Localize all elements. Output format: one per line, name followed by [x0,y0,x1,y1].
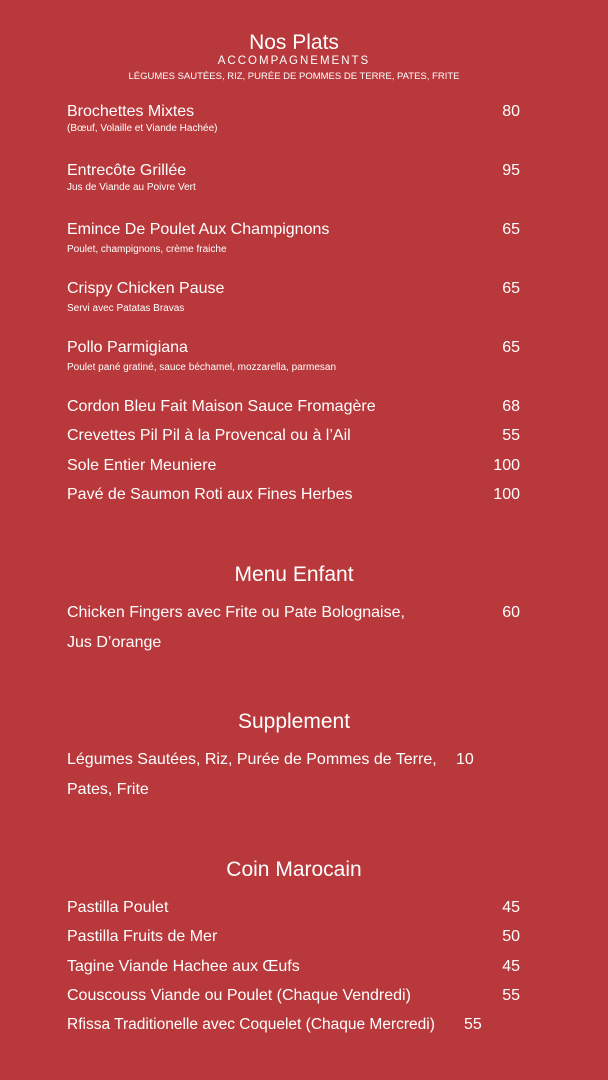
section-title-coin-marocain: Coin Marocain [226,858,362,881]
menu-item-price: 45 [502,958,520,975]
menu-item-price: 55 [502,987,520,1004]
menu-item-name: Rfissa Traditionelle avec Coquelet (Chaque Mercredi) [67,1016,435,1033]
menu-item-name: Cordon Bleu Fait Maison Sauce Fromagère [67,398,376,415]
accompaniments-list: LÉGUMES SAUTÉES, RIZ, PURÉE DE POMMES DE TERRE, PATES, FRITE [128,71,460,82]
menu-item-name: Pollo Parmigiana [67,339,188,356]
menu-item-name: Crispy Chicken Pause [67,280,225,297]
menu-item-desc: Servi avec Patatas Bravas [67,303,185,314]
menu-item-name: Brochettes Mixtes [67,103,195,120]
menu-item-price: 45 [502,899,520,916]
section-title-menu-enfant: Menu Enfant [234,563,354,586]
accompaniments-heading: ACCOMPAGNEMENTS [217,55,371,67]
menu-item-price: 55 [464,1016,482,1033]
menu-item-price: 65 [502,280,520,297]
menu-item-price: 65 [502,339,520,356]
menu-item-desc: Jus de Viande au Poivre Vert [67,182,196,193]
menu-item-name: Sole Entier Meuniere [67,457,217,474]
menu-item-desc: Poulet, champignons, crème fraiche [67,244,227,255]
menu-item-price: 55 [502,427,520,444]
menu-item-name-continued: Pates, Frite [67,781,149,798]
menu-item-name: Entrecôte Grillée [67,162,187,179]
menu-item-price: 100 [493,486,520,503]
menu-item-name: Couscouss Viande ou Poulet (Chaque Vendredi) [67,987,411,1004]
menu-item-name: Tagine Viande Hachee aux Œufs [67,958,300,975]
menu-item-price: 50 [502,928,520,945]
menu-item-name: Crevettes Pil Pil à la Provencal ou à l’Ail [67,427,351,444]
menu-item-desc: Poulet pané gratiné, sauce béchamel, mozzarella, parmesan [67,362,337,373]
section-title-supplement: Supplement [237,710,351,733]
menu-item-name: Pastilla Fruits de Mer [67,928,218,945]
menu-item-price: 10 [456,751,474,768]
menu-item-name-continued: Jus D’orange [67,634,162,651]
menu-item-price: 95 [502,162,520,179]
menu-item-price: 80 [502,103,520,120]
menu-item-price: 65 [502,221,520,238]
menu-item-name: Pastilla Poulet [67,899,169,916]
menu-item-price: 60 [502,604,520,621]
menu-item-desc: (Bœuf, Volaille et Viande Hachée) [67,123,218,134]
menu-item-name: Légumes Sautées, Riz, Purée de Pommes de Terre, [67,751,437,768]
menu-item-name: Pavé de Saumon Roti aux Fines Herbes [67,486,353,503]
menu-item-name: Chicken Fingers avec Frite ou Pate Bolognaise, [67,604,405,621]
menu-item-name: Emince De Poulet Aux Champignons [67,221,330,238]
page-title: Nos Plats [249,31,339,54]
menu-item-price: 100 [493,457,520,474]
menu-item-price: 68 [502,398,520,415]
